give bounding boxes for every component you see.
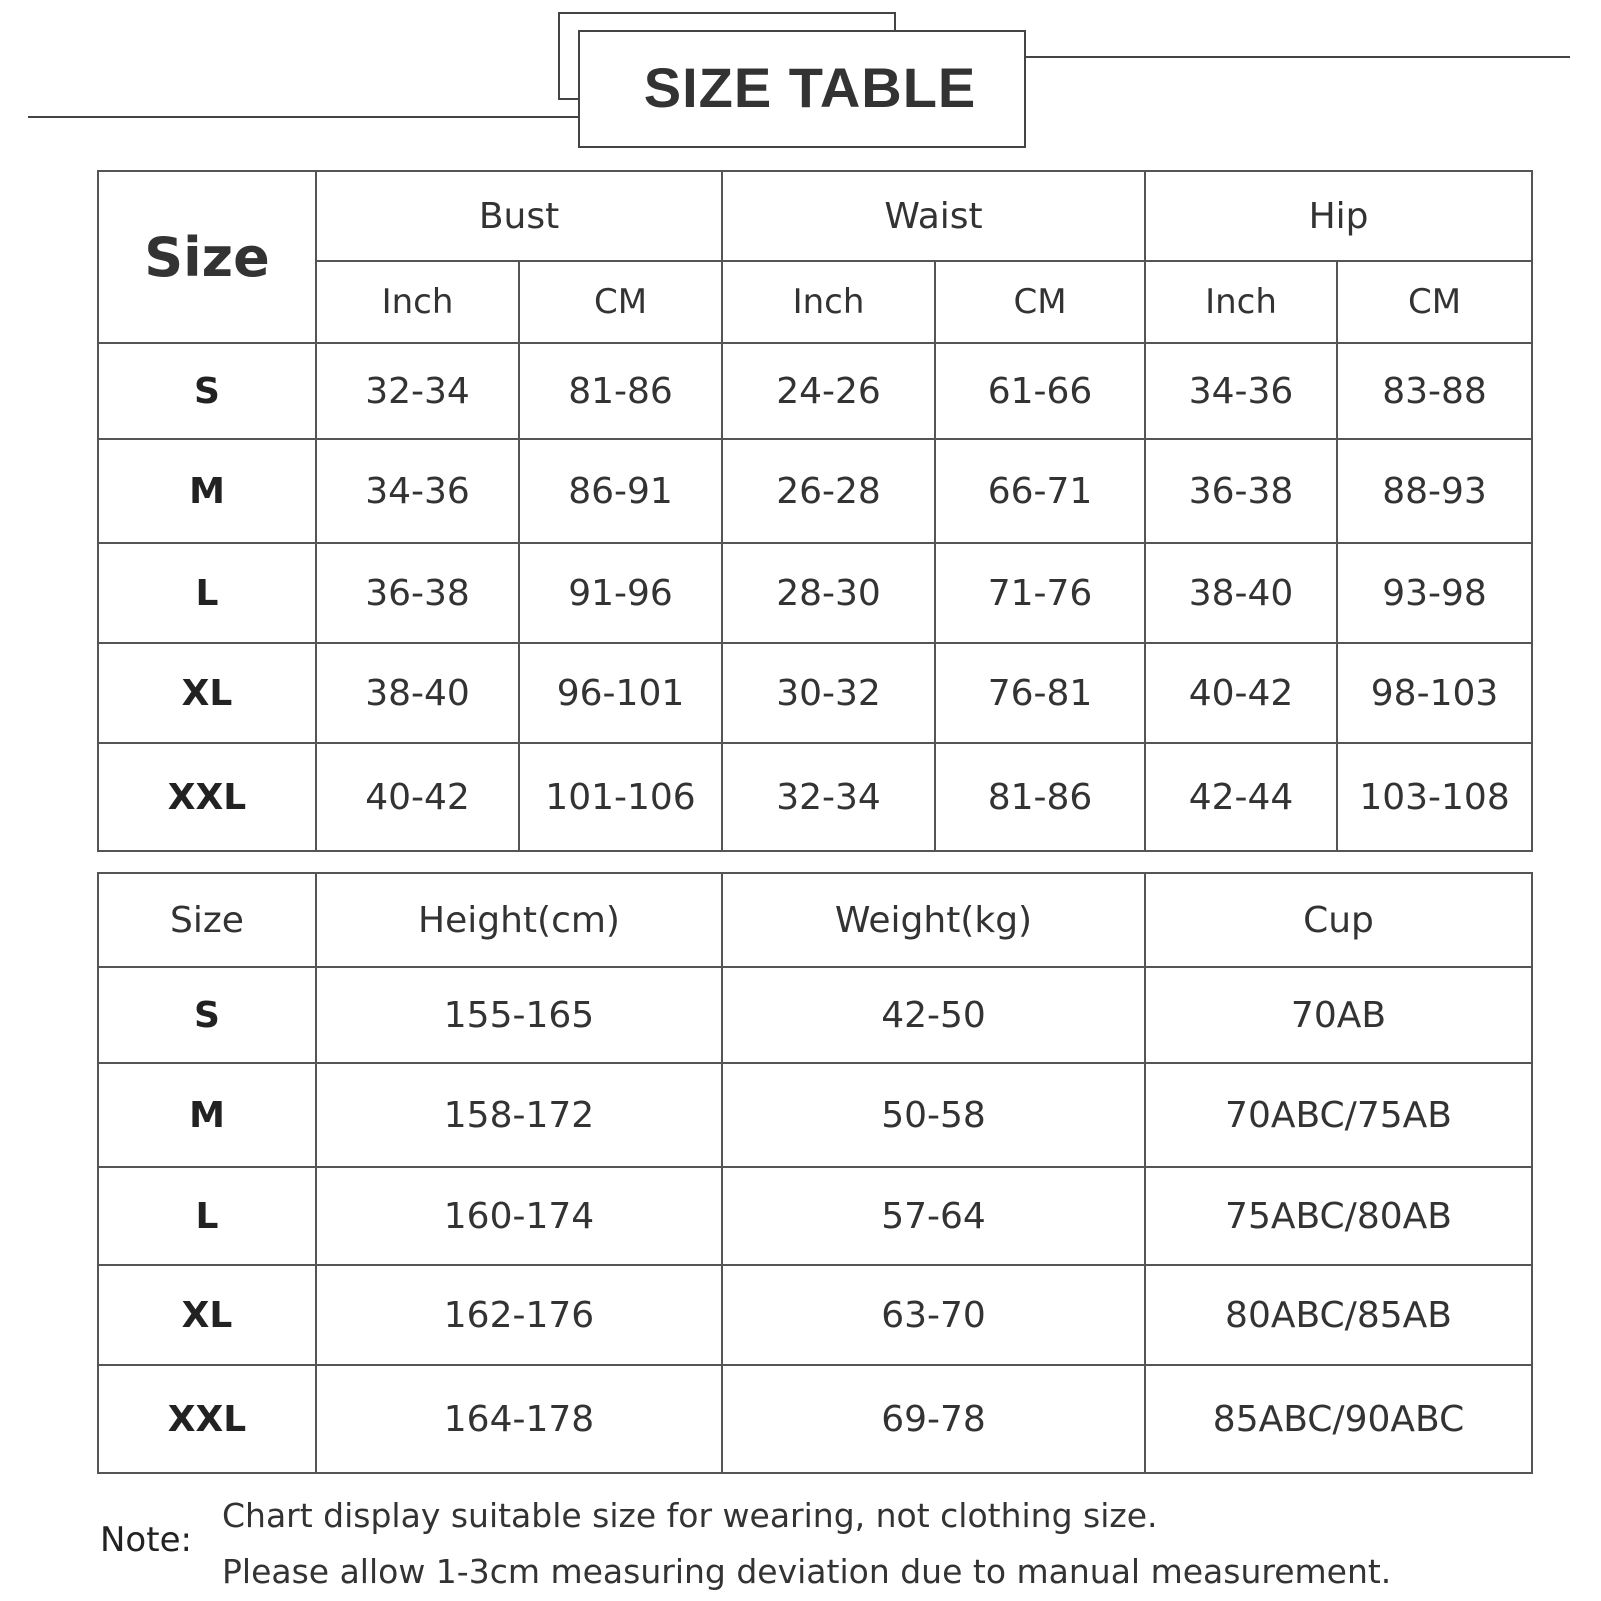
weight-cell: 69-78 bbox=[722, 1365, 1145, 1473]
note-line: Please allow 1-3cm measuring deviation due to manual measurement. bbox=[222, 1552, 1392, 1591]
size-label: S bbox=[98, 967, 316, 1063]
table-cell: 103-108 bbox=[1337, 743, 1532, 851]
table-cell: 61-66 bbox=[935, 343, 1145, 439]
size-header: Size bbox=[98, 873, 316, 967]
table-cell: 40-42 bbox=[316, 743, 519, 851]
table-cell: 98-103 bbox=[1337, 643, 1532, 743]
size-label: L bbox=[98, 1167, 316, 1265]
table-row bbox=[98, 1365, 1532, 1473]
table-row bbox=[98, 967, 1532, 1063]
height-cell: 158-172 bbox=[316, 1063, 722, 1167]
table-cell: 101-106 bbox=[519, 743, 722, 851]
cup-cell: 75ABC/80AB bbox=[1145, 1167, 1532, 1265]
table-cell: 76-81 bbox=[935, 643, 1145, 743]
cup-header: Cup bbox=[1145, 873, 1532, 967]
height-cell: 162-176 bbox=[316, 1265, 722, 1365]
unit-header: Inch bbox=[722, 261, 935, 343]
cup-cell: 70ABC/75AB bbox=[1145, 1063, 1532, 1167]
table-cell: 88-93 bbox=[1337, 439, 1532, 543]
size-label: XXL bbox=[98, 1365, 316, 1473]
table-cell: 81-86 bbox=[519, 343, 722, 439]
table-cell: 81-86 bbox=[935, 743, 1145, 851]
weight-cell: 57-64 bbox=[722, 1167, 1145, 1265]
table-cell: 36-38 bbox=[1145, 439, 1337, 543]
table-row bbox=[98, 1063, 1532, 1167]
table-cell: 34-36 bbox=[316, 439, 519, 543]
note-label: Note: bbox=[100, 1520, 192, 1560]
unit-header: Inch bbox=[1145, 261, 1337, 343]
unit-header: CM bbox=[1337, 261, 1532, 343]
table-cell: 30-32 bbox=[722, 643, 935, 743]
size-label: XL bbox=[98, 643, 316, 743]
table-row bbox=[98, 543, 1532, 643]
size-label: M bbox=[98, 1063, 316, 1167]
table-row bbox=[98, 743, 1532, 851]
size-label: XL bbox=[98, 1265, 316, 1365]
size-label: XXL bbox=[98, 743, 316, 851]
note-line: Chart display suitable size for wearing, not clothing size. bbox=[222, 1496, 1158, 1535]
height-header: Height(cm) bbox=[316, 873, 722, 967]
table-cell: 32-34 bbox=[722, 743, 935, 851]
table-cell: 96-101 bbox=[519, 643, 722, 743]
table-cell: 38-40 bbox=[316, 643, 519, 743]
height-cell: 160-174 bbox=[316, 1167, 722, 1265]
page-title: SIZE TABLE bbox=[643, 55, 977, 119]
cup-cell: 80ABC/85AB bbox=[1145, 1265, 1532, 1365]
bust-header: Bust bbox=[316, 171, 722, 261]
table-cell: 86-91 bbox=[519, 439, 722, 543]
table-row bbox=[98, 343, 1532, 439]
height-cell: 155-165 bbox=[316, 967, 722, 1063]
table-cell: 91-96 bbox=[519, 543, 722, 643]
table-row bbox=[98, 1167, 1532, 1265]
table-cell: 38-40 bbox=[1145, 543, 1337, 643]
table-cell: 34-36 bbox=[1145, 343, 1337, 439]
size-header: Size bbox=[98, 171, 316, 343]
table-cell: 26-28 bbox=[722, 439, 935, 543]
table-cell: 83-88 bbox=[1337, 343, 1532, 439]
table-row bbox=[98, 643, 1532, 743]
size-label: S bbox=[98, 343, 316, 439]
measurement-table bbox=[97, 170, 1533, 852]
table-cell: 66-71 bbox=[935, 439, 1145, 543]
table-cell: 71-76 bbox=[935, 543, 1145, 643]
waist-header: Waist bbox=[722, 171, 1145, 261]
size-label: L bbox=[98, 543, 316, 643]
table-cell: 40-42 bbox=[1145, 643, 1337, 743]
table-cell: 93-98 bbox=[1337, 543, 1532, 643]
cup-cell: 70AB bbox=[1145, 967, 1532, 1063]
unit-header: CM bbox=[935, 261, 1145, 343]
weight-header: Weight(kg) bbox=[722, 873, 1145, 967]
table-row bbox=[98, 439, 1532, 543]
table-cell: 28-30 bbox=[722, 543, 935, 643]
table-cell: 42-44 bbox=[1145, 743, 1337, 851]
unit-header: CM bbox=[519, 261, 722, 343]
table-cell: 24-26 bbox=[722, 343, 935, 439]
hip-header: Hip bbox=[1145, 171, 1532, 261]
size-label: M bbox=[98, 439, 316, 543]
weight-cell: 42-50 bbox=[722, 967, 1145, 1063]
table-cell: 36-38 bbox=[316, 543, 519, 643]
table-cell: 32-34 bbox=[316, 343, 519, 439]
cup-cell: 85ABC/90ABC bbox=[1145, 1365, 1532, 1473]
fit-table bbox=[97, 872, 1533, 1474]
weight-cell: 50-58 bbox=[722, 1063, 1145, 1167]
height-cell: 164-178 bbox=[316, 1365, 722, 1473]
unit-header: Inch bbox=[316, 261, 519, 343]
table-row bbox=[98, 1265, 1532, 1365]
title-rule-right bbox=[968, 56, 1570, 58]
weight-cell: 63-70 bbox=[722, 1265, 1145, 1365]
title-rule-left bbox=[28, 116, 636, 118]
